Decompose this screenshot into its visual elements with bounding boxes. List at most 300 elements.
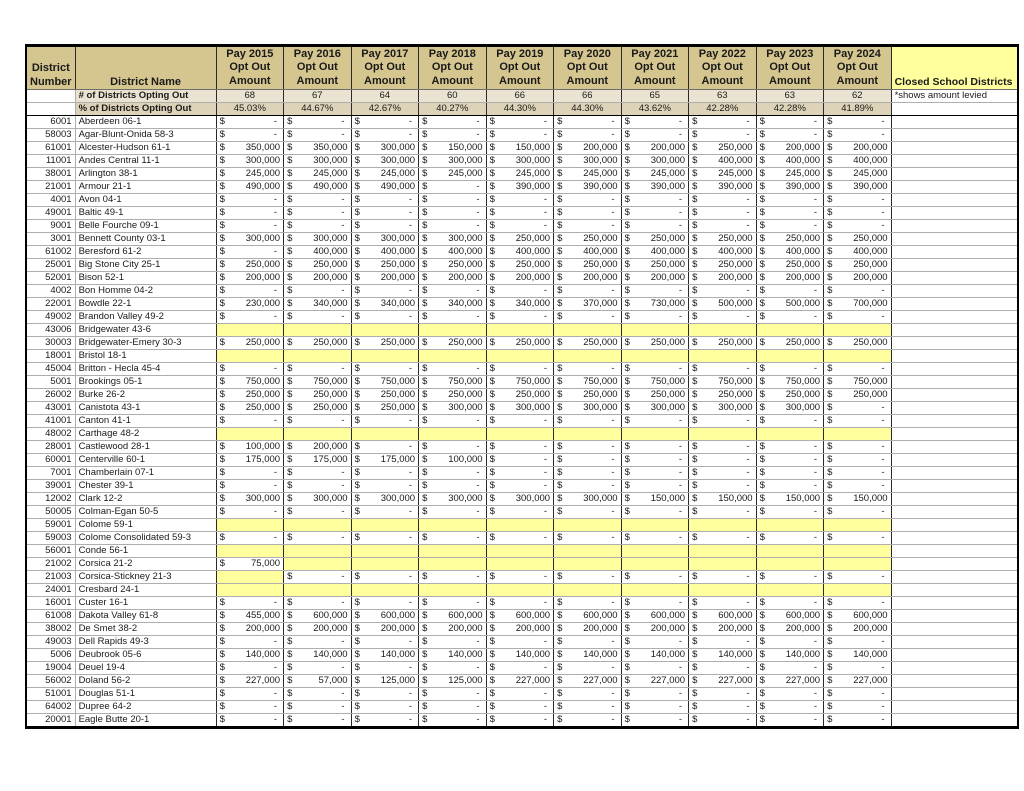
amount-value: 200,000 bbox=[380, 623, 416, 634]
currency-symbol: $ bbox=[827, 623, 833, 634]
currency-symbol: $ bbox=[219, 181, 225, 192]
currency-symbol: $ bbox=[219, 701, 225, 712]
amount-value: 250,000 bbox=[380, 337, 416, 348]
currency-symbol: $ bbox=[692, 116, 698, 127]
table-row bbox=[26, 298, 1018, 311]
currency-symbol: $ bbox=[827, 415, 833, 426]
currency-symbol: $ bbox=[692, 389, 698, 400]
amount-cell bbox=[419, 493, 487, 506]
district-number-cell: 48002 bbox=[26, 428, 75, 441]
amount-cell bbox=[824, 701, 892, 714]
amount-cell bbox=[554, 701, 622, 714]
district-number-cell: 5006 bbox=[26, 649, 75, 662]
highlight-cell bbox=[284, 584, 352, 597]
amount-cell bbox=[351, 142, 419, 155]
amount-cell bbox=[689, 142, 757, 155]
amount-cell bbox=[284, 207, 352, 220]
currency-symbol: $ bbox=[827, 571, 833, 582]
district-number-cell: 21001 bbox=[26, 181, 75, 194]
closed-district-cell bbox=[891, 155, 1018, 168]
currency-symbol: $ bbox=[354, 233, 360, 244]
amount-cell bbox=[216, 558, 284, 571]
amount-value: - bbox=[273, 129, 278, 140]
amount-cell bbox=[756, 246, 824, 259]
amount-value: - bbox=[408, 597, 413, 608]
amount-cell bbox=[621, 207, 689, 220]
amount-cell bbox=[756, 662, 824, 675]
amount-cell bbox=[351, 701, 419, 714]
amount-cell bbox=[284, 480, 352, 493]
amount-value: - bbox=[611, 285, 615, 296]
amount-cell bbox=[351, 337, 419, 350]
currency-symbol: $ bbox=[692, 129, 698, 140]
amount-value: 140,000 bbox=[515, 649, 551, 660]
currency-symbol: $ bbox=[489, 649, 495, 660]
highlight-cell bbox=[689, 545, 757, 558]
currency-symbol: $ bbox=[557, 441, 563, 452]
highlight-cell bbox=[621, 545, 689, 558]
currency-symbol: $ bbox=[759, 714, 765, 725]
table-row bbox=[26, 376, 1018, 389]
table-row bbox=[26, 324, 1018, 337]
amount-value: 140,000 bbox=[380, 649, 416, 660]
amount-cell bbox=[486, 233, 554, 246]
amount-cell bbox=[351, 454, 419, 467]
currency-symbol: $ bbox=[489, 155, 495, 166]
amount-value: 245,000 bbox=[650, 168, 686, 179]
currency-symbol: $ bbox=[557, 701, 563, 712]
highlight-cell bbox=[419, 584, 487, 597]
amount-value: - bbox=[476, 116, 480, 127]
amount-value: - bbox=[273, 285, 278, 296]
amount-value: - bbox=[746, 701, 750, 712]
amount-cell bbox=[554, 389, 622, 402]
amount-value: - bbox=[746, 454, 750, 465]
currency-symbol: $ bbox=[287, 701, 293, 712]
table-row bbox=[26, 662, 1018, 675]
highlight-cell bbox=[756, 584, 824, 597]
district-number-cell: 61008 bbox=[26, 610, 75, 623]
district-number-cell: 18001 bbox=[26, 350, 75, 363]
closed-district-cell bbox=[891, 207, 1018, 220]
amount-cell bbox=[419, 623, 487, 636]
currency-symbol: $ bbox=[557, 571, 563, 582]
currency-symbol: $ bbox=[624, 701, 630, 712]
amount-value: - bbox=[543, 467, 548, 478]
closed-district-cell bbox=[891, 571, 1018, 584]
closed-district-cell bbox=[891, 467, 1018, 480]
table-row bbox=[26, 506, 1018, 519]
currency-symbol: $ bbox=[557, 194, 563, 205]
currency-symbol: $ bbox=[422, 272, 428, 283]
amount-cell bbox=[419, 272, 487, 285]
amount-value: - bbox=[273, 701, 278, 712]
amount-value: - bbox=[341, 701, 345, 712]
currency-symbol: $ bbox=[219, 259, 225, 270]
amount-cell bbox=[756, 636, 824, 649]
currency-symbol: $ bbox=[287, 311, 293, 322]
currency-symbol: $ bbox=[422, 636, 428, 647]
district-name-cell: Eagle Butte 20-1 bbox=[75, 714, 216, 728]
currency-symbol: $ bbox=[219, 610, 225, 621]
currency-symbol: $ bbox=[287, 129, 293, 140]
amount-cell bbox=[284, 506, 352, 519]
amount-value: 250,000 bbox=[313, 337, 348, 348]
currency-symbol: $ bbox=[624, 168, 630, 179]
currency-symbol: $ bbox=[557, 402, 563, 413]
stat-blank-cell bbox=[26, 103, 75, 116]
amount-value: - bbox=[881, 441, 885, 452]
currency-symbol: $ bbox=[354, 493, 360, 504]
amount-value: - bbox=[273, 415, 278, 426]
highlight-cell bbox=[621, 584, 689, 597]
amount-cell bbox=[284, 441, 352, 454]
highlight-cell bbox=[419, 558, 487, 571]
currency-symbol: $ bbox=[287, 402, 293, 413]
closed-district-cell bbox=[891, 389, 1018, 402]
amount-cell bbox=[419, 363, 487, 376]
amount-cell bbox=[554, 376, 622, 389]
amount-value: 140,000 bbox=[448, 649, 483, 660]
amount-value: 227,000 bbox=[718, 675, 753, 686]
stat-value-cell: 66 bbox=[554, 90, 622, 103]
amount-cell bbox=[689, 168, 757, 181]
currency-symbol: $ bbox=[692, 272, 698, 283]
currency-symbol: $ bbox=[287, 389, 293, 400]
amount-label: Amount bbox=[499, 74, 541, 87]
amount-value: 200,000 bbox=[448, 272, 483, 283]
amount-value: 340,000 bbox=[313, 298, 348, 309]
currency-symbol: $ bbox=[354, 402, 360, 413]
currency-symbol: $ bbox=[827, 441, 833, 452]
amount-cell bbox=[756, 220, 824, 233]
amount-cell bbox=[621, 363, 689, 376]
currency-symbol: $ bbox=[759, 194, 765, 205]
currency-symbol: $ bbox=[827, 402, 833, 413]
amount-value: - bbox=[746, 415, 750, 426]
amount-value: - bbox=[813, 454, 818, 465]
amount-value: - bbox=[476, 467, 480, 478]
currency-symbol: $ bbox=[557, 181, 563, 192]
amount-value: - bbox=[813, 662, 818, 673]
closed-district-cell bbox=[891, 584, 1018, 597]
currency-symbol: $ bbox=[624, 298, 630, 309]
currency-symbol: $ bbox=[287, 168, 293, 179]
currency-symbol: $ bbox=[354, 168, 360, 179]
currency-symbol: $ bbox=[624, 259, 630, 270]
currency-symbol: $ bbox=[422, 454, 428, 465]
amount-value: - bbox=[476, 220, 480, 231]
amount-value: 750,000 bbox=[245, 376, 281, 387]
amount-cell bbox=[419, 636, 487, 649]
amount-value: - bbox=[543, 441, 548, 452]
amount-cell bbox=[621, 597, 689, 610]
amount-value: 300,000 bbox=[583, 155, 618, 166]
opt-out-label: Opt Out bbox=[229, 61, 271, 74]
currency-symbol: $ bbox=[422, 701, 428, 712]
amount-cell bbox=[554, 467, 622, 480]
amount-value: 600,000 bbox=[583, 610, 618, 621]
amount-cell bbox=[756, 402, 824, 415]
amount-value: 750,000 bbox=[583, 376, 618, 387]
currency-symbol: $ bbox=[422, 623, 428, 634]
district-name-cell: Deubrook 05-6 bbox=[75, 649, 216, 662]
currency-symbol: $ bbox=[354, 623, 360, 634]
currency-symbol: $ bbox=[219, 142, 225, 153]
closed-district-cell bbox=[891, 259, 1018, 272]
amount-cell bbox=[216, 389, 284, 402]
amount-value: - bbox=[813, 532, 818, 543]
amount-value: 200,000 bbox=[515, 623, 551, 634]
amount-cell bbox=[284, 116, 352, 129]
highlight-cell bbox=[216, 519, 284, 532]
amount-value: - bbox=[746, 467, 750, 478]
highlight-cell bbox=[689, 350, 757, 363]
amount-cell bbox=[621, 688, 689, 701]
currency-symbol: $ bbox=[354, 298, 360, 309]
currency-symbol: $ bbox=[219, 298, 225, 309]
currency-symbol: $ bbox=[624, 246, 630, 257]
currency-symbol: $ bbox=[219, 415, 225, 426]
closed-district-cell bbox=[891, 233, 1018, 246]
amount-value: 300,000 bbox=[245, 233, 281, 244]
amount-cell bbox=[486, 298, 554, 311]
amount-cell bbox=[824, 532, 892, 545]
currency-symbol: $ bbox=[759, 168, 765, 179]
amount-value: 200,000 bbox=[313, 623, 348, 634]
currency-symbol: $ bbox=[759, 636, 765, 647]
amount-cell bbox=[824, 623, 892, 636]
currency-symbol: $ bbox=[489, 441, 495, 452]
currency-symbol: $ bbox=[489, 272, 495, 283]
amount-cell bbox=[756, 610, 824, 623]
closed-district-cell bbox=[891, 545, 1018, 558]
amount-cell bbox=[419, 259, 487, 272]
currency-symbol: $ bbox=[489, 506, 495, 517]
amount-value: - bbox=[476, 129, 480, 140]
amount-value: - bbox=[813, 714, 818, 725]
amount-cell bbox=[756, 623, 824, 636]
amount-value: 300,000 bbox=[448, 402, 483, 413]
amount-value: - bbox=[881, 116, 885, 127]
pay-year-header bbox=[689, 46, 757, 90]
amount-cell bbox=[284, 402, 352, 415]
currency-symbol: $ bbox=[489, 623, 495, 634]
currency-symbol: $ bbox=[759, 415, 765, 426]
amount-value: 200,000 bbox=[583, 272, 618, 283]
amount-cell bbox=[554, 298, 622, 311]
amount-value: - bbox=[611, 220, 615, 231]
currency-symbol: $ bbox=[422, 259, 428, 270]
amount-value: - bbox=[341, 116, 345, 127]
amount-cell bbox=[486, 714, 554, 728]
highlight-cell bbox=[824, 324, 892, 337]
amount-value: - bbox=[678, 116, 683, 127]
currency-symbol: $ bbox=[287, 441, 293, 452]
amount-cell bbox=[351, 298, 419, 311]
amount-cell bbox=[554, 688, 622, 701]
amount-value: - bbox=[611, 363, 615, 374]
amount-cell bbox=[419, 649, 487, 662]
amount-value: - bbox=[543, 311, 548, 322]
amount-cell bbox=[419, 376, 487, 389]
amount-value: 200,000 bbox=[785, 142, 821, 153]
amount-value: - bbox=[813, 285, 818, 296]
amount-cell bbox=[756, 597, 824, 610]
amount-cell bbox=[756, 389, 824, 402]
amount-cell bbox=[351, 675, 419, 688]
amount-value: - bbox=[678, 220, 683, 231]
amount-cell bbox=[824, 571, 892, 584]
highlight-cell bbox=[351, 350, 419, 363]
amount-value: - bbox=[678, 597, 683, 608]
table-row bbox=[26, 259, 1018, 272]
amount-cell bbox=[756, 298, 824, 311]
stat-value-cell: 42.28% bbox=[689, 103, 757, 116]
amount-cell bbox=[419, 194, 487, 207]
amount-label: Amount bbox=[836, 74, 879, 87]
amount-cell bbox=[756, 168, 824, 181]
currency-symbol: $ bbox=[624, 649, 630, 660]
highlight-cell bbox=[689, 324, 757, 337]
currency-symbol: $ bbox=[827, 129, 833, 140]
closed-district-cell bbox=[891, 376, 1018, 389]
currency-symbol: $ bbox=[827, 688, 833, 699]
amount-cell bbox=[554, 116, 622, 129]
amount-value: - bbox=[813, 311, 818, 322]
highlight-cell bbox=[216, 350, 284, 363]
table-row bbox=[26, 337, 1018, 350]
currency-symbol: $ bbox=[219, 272, 225, 283]
amount-cell bbox=[689, 649, 757, 662]
amount-cell bbox=[756, 142, 824, 155]
amount-value: - bbox=[746, 363, 750, 374]
amount-value: 245,000 bbox=[853, 168, 888, 179]
amount-cell bbox=[216, 168, 284, 181]
amount-value: - bbox=[746, 506, 750, 517]
currency-symbol: $ bbox=[759, 116, 765, 127]
district-name-cell: Dell Rapids 49-3 bbox=[75, 636, 216, 649]
amount-cell bbox=[284, 467, 352, 480]
amount-value: 490,000 bbox=[245, 181, 281, 192]
district-name-cell: De Smet 38-2 bbox=[75, 623, 216, 636]
amount-cell bbox=[554, 129, 622, 142]
currency-symbol: $ bbox=[489, 571, 495, 582]
currency-symbol: $ bbox=[219, 506, 225, 517]
currency-symbol: $ bbox=[354, 597, 360, 608]
amount-value: - bbox=[678, 506, 683, 517]
amount-cell bbox=[621, 415, 689, 428]
amount-value: - bbox=[746, 662, 750, 673]
stat-value-cell: 45.03% bbox=[216, 103, 284, 116]
currency-symbol: $ bbox=[827, 506, 833, 517]
amount-value: - bbox=[543, 571, 548, 582]
amount-cell bbox=[621, 675, 689, 688]
amount-value: 400,000 bbox=[380, 246, 416, 257]
table-row bbox=[26, 363, 1018, 376]
amount-cell bbox=[689, 181, 757, 194]
amount-value: - bbox=[813, 467, 818, 478]
amount-cell bbox=[689, 610, 757, 623]
amount-cell bbox=[351, 220, 419, 233]
amount-cell bbox=[689, 337, 757, 350]
currency-symbol: $ bbox=[287, 272, 293, 283]
amount-value: - bbox=[273, 116, 278, 127]
amount-value: - bbox=[813, 194, 818, 205]
amount-value: 600,000 bbox=[718, 610, 753, 621]
amount-value: 250,000 bbox=[650, 259, 686, 270]
amount-value: - bbox=[543, 701, 548, 712]
currency-symbol: $ bbox=[624, 376, 630, 387]
currency-symbol: $ bbox=[489, 207, 495, 218]
amount-value: 750,000 bbox=[853, 376, 888, 387]
district-number-cell: 9001 bbox=[26, 220, 75, 233]
amount-value: - bbox=[813, 480, 818, 491]
currency-symbol: $ bbox=[759, 363, 765, 374]
highlight-cell bbox=[351, 519, 419, 532]
amount-value: - bbox=[476, 194, 480, 205]
amount-cell bbox=[621, 389, 689, 402]
amount-value: - bbox=[678, 363, 683, 374]
currency-symbol: $ bbox=[759, 441, 765, 452]
currency-symbol: $ bbox=[759, 259, 765, 270]
stat-value-cell: 44.30% bbox=[486, 103, 554, 116]
closed-district-cell bbox=[891, 415, 1018, 428]
amount-cell bbox=[486, 454, 554, 467]
amount-value: - bbox=[543, 636, 548, 647]
amount-value: 750,000 bbox=[650, 376, 686, 387]
amount-cell bbox=[419, 298, 487, 311]
amount-cell bbox=[486, 597, 554, 610]
currency-symbol: $ bbox=[557, 116, 563, 127]
stat-label-cell: % of Districts Opting Out bbox=[75, 103, 216, 116]
currency-symbol: $ bbox=[219, 597, 225, 608]
amount-cell bbox=[486, 272, 554, 285]
amount-cell bbox=[351, 376, 419, 389]
pay-year-header bbox=[824, 46, 892, 90]
amount-cell bbox=[419, 597, 487, 610]
currency-symbol: $ bbox=[692, 714, 698, 725]
currency-symbol: $ bbox=[354, 571, 360, 582]
currency-symbol: $ bbox=[624, 493, 630, 504]
amount-cell bbox=[554, 441, 622, 454]
amount-value: 250,000 bbox=[245, 337, 281, 348]
amount-cell bbox=[689, 701, 757, 714]
currency-symbol: $ bbox=[827, 168, 833, 179]
highlight-cell bbox=[486, 428, 554, 441]
closed-district-cell bbox=[891, 272, 1018, 285]
stat-value-cell: 63 bbox=[689, 90, 757, 103]
amount-value: - bbox=[881, 532, 885, 543]
district-number-cell: 38001 bbox=[26, 168, 75, 181]
amount-cell bbox=[756, 194, 824, 207]
pay-year-label: Pay 2021 bbox=[631, 47, 679, 60]
currency-symbol: $ bbox=[354, 454, 360, 465]
amount-value: - bbox=[543, 363, 548, 374]
currency-symbol: $ bbox=[827, 272, 833, 283]
highlight-cell bbox=[486, 350, 554, 363]
amount-value: 250,000 bbox=[785, 233, 821, 244]
district-number-cell: 58003 bbox=[26, 129, 75, 142]
currency-symbol: $ bbox=[354, 142, 360, 153]
currency-symbol: $ bbox=[489, 298, 495, 309]
amount-cell bbox=[756, 415, 824, 428]
amount-cell bbox=[351, 493, 419, 506]
currency-symbol: $ bbox=[624, 194, 630, 205]
amount-value: - bbox=[678, 571, 683, 582]
currency-symbol: $ bbox=[489, 129, 495, 140]
currency-symbol: $ bbox=[287, 376, 293, 387]
